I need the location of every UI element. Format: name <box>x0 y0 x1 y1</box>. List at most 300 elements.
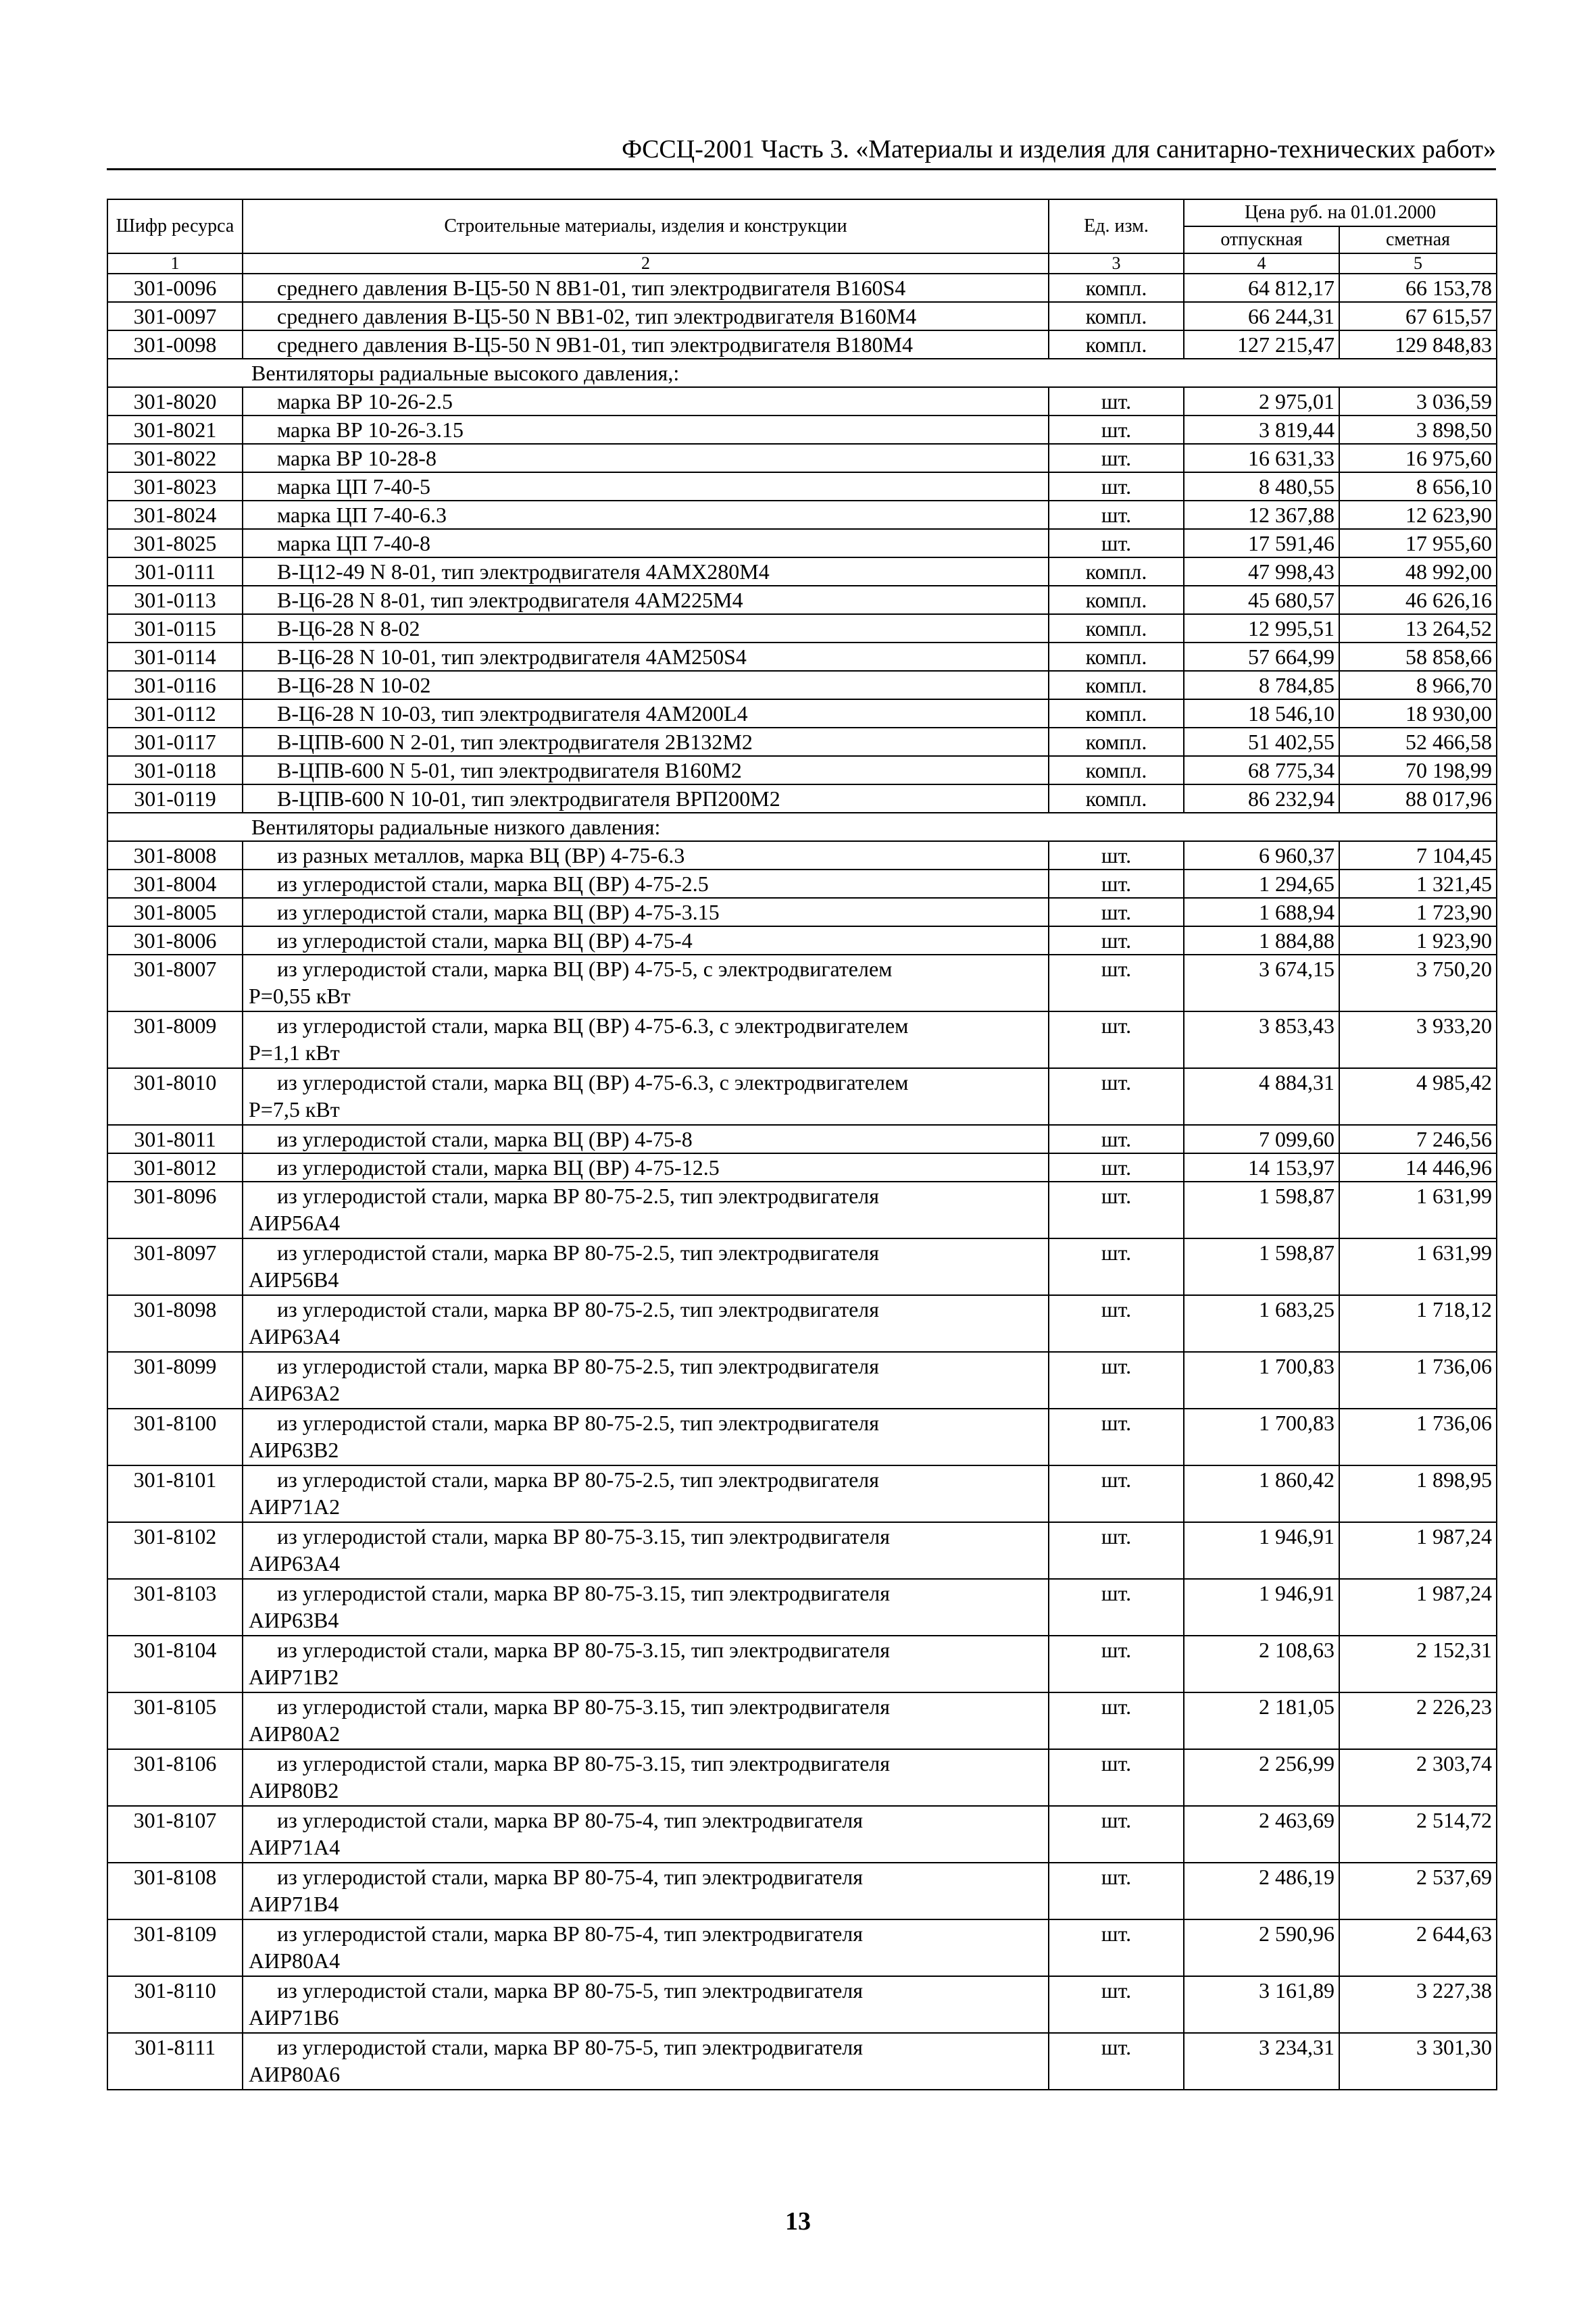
release-price: 1 294,65 <box>1184 870 1339 898</box>
resource-code: 301-0118 <box>107 756 243 784</box>
resource-code: 301-8008 <box>107 841 243 870</box>
material-name <box>243 274 1049 302</box>
unit-of-measure: шт. <box>1049 1352 1184 1409</box>
material-name <box>243 1806 1049 1863</box>
col-header-unit: Ед. изм. <box>1049 199 1184 253</box>
table-row <box>107 1238 1497 1295</box>
material-name <box>243 529 1049 557</box>
unit-of-measure: компл. <box>1049 330 1184 359</box>
release-price: 6 960,37 <box>1184 841 1339 870</box>
material-name-line: В-Ц6-28 N 10-02 <box>277 673 431 697</box>
unit-of-measure: шт. <box>1049 529 1184 557</box>
resource-code: 301-8101 <box>107 1465 243 1522</box>
table-row <box>107 1011 1497 1068</box>
table-row <box>107 1863 1497 1919</box>
unit-of-measure: шт. <box>1049 1011 1184 1068</box>
release-price: 57 664,99 <box>1184 643 1339 671</box>
estimate-price: 16 975,60 <box>1339 444 1497 472</box>
material-name <box>243 614 1049 643</box>
material-name <box>243 586 1049 614</box>
group-row <box>107 813 1497 841</box>
group-row <box>107 359 1497 387</box>
release-price: 3 234,31 <box>1184 2033 1339 2090</box>
estimate-price: 8 656,10 <box>1339 472 1497 501</box>
release-price: 16 631,33 <box>1184 444 1339 472</box>
material-name-continuation: АИР80А4 <box>249 1948 341 1973</box>
unit-of-measure: шт. <box>1049 898 1184 926</box>
resource-code: 301-8097 <box>107 1238 243 1295</box>
estimate-price: 66 153,78 <box>1339 274 1497 302</box>
unit-of-measure: компл. <box>1049 614 1184 643</box>
resource-code: 301-8096 <box>107 1182 243 1238</box>
unit-of-measure: компл. <box>1049 728 1184 756</box>
unit-of-measure: шт. <box>1049 501 1184 529</box>
release-price: 45 680,57 <box>1184 586 1339 614</box>
estimate-price: 2 514,72 <box>1339 1806 1497 1863</box>
resource-code: 301-8006 <box>107 926 243 955</box>
unit-of-measure: шт. <box>1049 1465 1184 1522</box>
material-name-line: из углеродистой стали, марка ВР 80-75-4, тип электродвигателя <box>277 1808 863 1832</box>
material-name <box>243 1465 1049 1522</box>
estimate-price: 1 631,99 <box>1339 1238 1497 1295</box>
unit-of-measure: компл. <box>1049 699 1184 728</box>
table-row <box>107 699 1497 728</box>
resource-code: 301-8107 <box>107 1806 243 1863</box>
resource-code: 301-8099 <box>107 1352 243 1409</box>
material-name-line: из углеродистой стали, марка ВР 80-75-3.15, тип электродвигателя <box>277 1751 890 1776</box>
release-price: 3 819,44 <box>1184 416 1339 444</box>
col-header-price: Цена руб. на 01.01.2000 <box>1184 199 1497 226</box>
material-name <box>243 926 1049 955</box>
release-price: 2 181,05 <box>1184 1692 1339 1749</box>
estimate-price: 12 623,90 <box>1339 501 1497 529</box>
material-name <box>243 416 1049 444</box>
table-row <box>107 557 1497 586</box>
resource-code: 301-8100 <box>107 1409 243 1465</box>
estimate-price: 7 104,45 <box>1339 841 1497 870</box>
material-name <box>243 1182 1049 1238</box>
table-row <box>107 1182 1497 1238</box>
resource-code: 301-0097 <box>107 302 243 330</box>
material-name-line: из углеродистой стали, марка ВР 80-75-2.5, тип электродвигателя <box>277 1411 879 1435</box>
material-name-line: марка ЦП 7-40-5 <box>277 474 431 499</box>
material-name-continuation: АИР71В2 <box>249 1665 339 1689</box>
release-price: 18 546,10 <box>1184 699 1339 728</box>
release-price: 1 598,87 <box>1184 1182 1339 1238</box>
table-row <box>107 841 1497 870</box>
table-row <box>107 926 1497 955</box>
resource-code: 301-8105 <box>107 1692 243 1749</box>
resource-code: 301-8023 <box>107 472 243 501</box>
estimate-price: 129 848,83 <box>1339 330 1497 359</box>
col-header-estimate: сметная <box>1339 226 1497 253</box>
estimate-price: 7 246,56 <box>1339 1125 1497 1153</box>
release-price: 1 598,87 <box>1184 1238 1339 1295</box>
material-name-line: В-Ц6-28 N 10-03, тип электродвигателя 4АМ200L4 <box>277 701 748 726</box>
table-row <box>107 586 1497 614</box>
unit-of-measure: шт. <box>1049 444 1184 472</box>
unit-of-measure: шт. <box>1049 1522 1184 1579</box>
estimate-price: 1 987,24 <box>1339 1579 1497 1636</box>
estimate-price: 1 321,45 <box>1339 870 1497 898</box>
unit-of-measure: шт. <box>1049 955 1184 1011</box>
resource-code: 301-8110 <box>107 1976 243 2033</box>
material-name-line: из углеродистой стали, марка ВЦ (ВР) 4-75-6.3, с электродвигателем <box>277 1070 909 1095</box>
resource-code: 301-8108 <box>107 1863 243 1919</box>
estimate-price: 58 858,66 <box>1339 643 1497 671</box>
resource-code: 301-0116 <box>107 671 243 699</box>
material-name <box>243 444 1049 472</box>
page-header: ФССЦ-2001 Часть 3. «Материалы и изделия для санитарно-технических работ» <box>622 135 1496 164</box>
material-name-continuation: АИР71А2 <box>249 1494 341 1519</box>
release-price: 2 108,63 <box>1184 1636 1339 1692</box>
release-price: 1 688,94 <box>1184 898 1339 926</box>
resource-code: 301-8102 <box>107 1522 243 1579</box>
release-price: 66 244,31 <box>1184 302 1339 330</box>
table-body <box>107 274 1497 2090</box>
material-name <box>243 1153 1049 1182</box>
material-name-continuation: АИР56В4 <box>249 1267 339 1292</box>
table-row <box>107 1295 1497 1352</box>
material-name <box>243 1125 1049 1153</box>
material-name <box>243 1636 1049 1692</box>
material-name <box>243 699 1049 728</box>
estimate-price: 14 446,96 <box>1339 1153 1497 1182</box>
release-price: 8 784,85 <box>1184 671 1339 699</box>
material-name-line: из углеродистой стали, марка ВР 80-75-2.5, тип электродвигателя <box>277 1297 879 1322</box>
estimate-price: 13 264,52 <box>1339 614 1497 643</box>
release-price: 14 153,97 <box>1184 1153 1339 1182</box>
material-name <box>243 557 1049 586</box>
unit-of-measure: компл. <box>1049 643 1184 671</box>
material-name-line: марка ЦП 7-40-8 <box>277 531 431 555</box>
material-name-line: В-ЦПВ-600 N 5-01, тип электродвигателя В160М2 <box>277 758 742 782</box>
table-row <box>107 784 1497 813</box>
estimate-price: 2 303,74 <box>1339 1749 1497 1806</box>
table-row <box>107 501 1497 529</box>
table-row <box>107 728 1497 756</box>
unit-of-measure: шт. <box>1049 841 1184 870</box>
material-name-line: из углеродистой стали, марка ВР 80-75-2.5, тип электродвигателя <box>277 1184 879 1208</box>
resource-code: 301-8012 <box>107 1153 243 1182</box>
material-name-line: из углеродистой стали, марка ВР 80-75-4, тип электродвигателя <box>277 1921 863 1946</box>
material-name-continuation: АИР63А2 <box>249 1381 341 1405</box>
table-row <box>107 671 1497 699</box>
material-name <box>243 898 1049 926</box>
table-row <box>107 1749 1497 1806</box>
unit-of-measure: компл. <box>1049 784 1184 813</box>
unit-of-measure: шт. <box>1049 1806 1184 1863</box>
resource-code: 301-8011 <box>107 1125 243 1153</box>
unit-of-measure: компл. <box>1049 302 1184 330</box>
material-name-line: среднего давления В-Ц5-50 N 8В1-01, тип электродвигателя В160S4 <box>277 276 906 300</box>
unit-of-measure: шт. <box>1049 2033 1184 2090</box>
table-row <box>107 1976 1497 2033</box>
price-table <box>107 199 1497 2090</box>
material-name-line: из углеродистой стали, марка ВР 80-75-2.5, тип электродвигателя <box>277 1240 879 1265</box>
material-name <box>243 784 1049 813</box>
estimate-price: 3 036,59 <box>1339 387 1497 416</box>
unit-of-measure: шт. <box>1049 1749 1184 1806</box>
material-name <box>243 387 1049 416</box>
release-price: 1 946,91 <box>1184 1579 1339 1636</box>
unit-of-measure: шт. <box>1049 1153 1184 1182</box>
resource-code: 301-8020 <box>107 387 243 416</box>
material-name <box>243 1238 1049 1295</box>
material-name <box>243 728 1049 756</box>
release-price: 2 256,99 <box>1184 1749 1339 1806</box>
material-name-line: из углеродистой стали, марка ВЦ (ВР) 4-75-8 <box>277 1127 693 1151</box>
material-name <box>243 1919 1049 1976</box>
table-row <box>107 898 1497 926</box>
material-name <box>243 870 1049 898</box>
resource-code: 301-0115 <box>107 614 243 643</box>
col-header-release: отпускная <box>1184 226 1339 253</box>
estimate-price: 1 923,90 <box>1339 926 1497 955</box>
material-name-line: из углеродистой стали, марка ВЦ (ВР) 4-75-5, с электродвигателем <box>277 957 893 981</box>
material-name-line: из углеродистой стали, марка ВЦ (ВР) 4-75-3.15 <box>277 900 720 924</box>
table-row <box>107 1068 1497 1125</box>
table-row <box>107 1352 1497 1409</box>
release-price: 4 884,31 <box>1184 1068 1339 1125</box>
estimate-price: 48 992,00 <box>1339 557 1497 586</box>
table-row <box>107 472 1497 501</box>
material-name <box>243 1976 1049 2033</box>
material-name-line: из углеродистой стали, марка ВР 80-75-4, тип электродвигателя <box>277 1865 863 1889</box>
resource-code: 301-0112 <box>107 699 243 728</box>
table-row <box>107 416 1497 444</box>
material-name <box>243 1863 1049 1919</box>
unit-of-measure: шт. <box>1049 1919 1184 1976</box>
estimate-price: 2 226,23 <box>1339 1692 1497 1749</box>
material-name-line: марка ВР 10-28-8 <box>277 446 437 470</box>
unit-of-measure: шт. <box>1049 1182 1184 1238</box>
material-name <box>243 1295 1049 1352</box>
material-name-continuation: АИР63А4 <box>249 1324 341 1349</box>
estimate-price: 3 227,38 <box>1339 1976 1497 2033</box>
release-price: 12 995,51 <box>1184 614 1339 643</box>
estimate-price: 2 152,31 <box>1339 1636 1497 1692</box>
estimate-price: 18 930,00 <box>1339 699 1497 728</box>
release-price: 1 700,83 <box>1184 1352 1339 1409</box>
col-number: 3 <box>1049 253 1184 274</box>
material-name <box>243 1011 1049 1068</box>
resource-code: 301-0114 <box>107 643 243 671</box>
unit-of-measure: шт. <box>1049 1238 1184 1295</box>
release-price: 1 884,88 <box>1184 926 1339 955</box>
table-row <box>107 955 1497 1011</box>
material-name-continuation: АИР63В2 <box>249 1438 339 1462</box>
table-row <box>107 1522 1497 1579</box>
material-name-continuation: АИР71В6 <box>249 2005 339 2030</box>
estimate-price: 52 466,58 <box>1339 728 1497 756</box>
col-number: 2 <box>243 253 1049 274</box>
table-row <box>107 1919 1497 1976</box>
table-row <box>107 274 1497 302</box>
release-price: 3 674,15 <box>1184 955 1339 1011</box>
table-row <box>107 1806 1497 1863</box>
resource-code: 301-8106 <box>107 1749 243 1806</box>
page-number: 13 <box>785 2207 811 2236</box>
table-row <box>107 1692 1497 1749</box>
col-number: 4 <box>1184 253 1339 274</box>
material-name <box>243 1692 1049 1749</box>
resource-code: 301-8010 <box>107 1068 243 1125</box>
table-row <box>107 1409 1497 1465</box>
table-row <box>107 1579 1497 1636</box>
release-price: 2 463,69 <box>1184 1806 1339 1863</box>
estimate-price: 8 966,70 <box>1339 671 1497 699</box>
material-name-line: из углеродистой стали, марка ВР 80-75-5, тип электродвигателя <box>277 1978 863 2003</box>
estimate-price: 67 615,57 <box>1339 302 1497 330</box>
col-header-code: Шифр ресурса <box>107 199 243 253</box>
resource-code: 301-8025 <box>107 529 243 557</box>
estimate-price: 2 644,63 <box>1339 1919 1497 1976</box>
material-name-continuation: АИР71А4 <box>249 1835 341 1859</box>
release-price: 7 099,60 <box>1184 1125 1339 1153</box>
table-row <box>107 1125 1497 1153</box>
table-row <box>107 614 1497 643</box>
table-row <box>107 756 1497 784</box>
material-name-line: из углеродистой стали, марка ВР 80-75-2.5, тип электродвигателя <box>277 1354 879 1378</box>
material-name-line: из углеродистой стали, марка ВР 80-75-3.15, тип электродвигателя <box>277 1581 890 1605</box>
release-price: 64 812,17 <box>1184 274 1339 302</box>
resource-code: 301-8009 <box>107 1011 243 1068</box>
unit-of-measure: шт. <box>1049 1976 1184 2033</box>
table-row <box>107 2033 1497 2090</box>
material-name <box>243 756 1049 784</box>
material-name-line: В-ЦПВ-600 N 2-01, тип электродвигателя 2В132М2 <box>277 730 753 754</box>
estimate-price: 70 198,99 <box>1339 756 1497 784</box>
material-name-line: В-ЦПВ-600 N 10-01, тип электродвигателя ВРП200М2 <box>277 786 780 811</box>
release-price: 1 946,91 <box>1184 1522 1339 1579</box>
estimate-price: 1 723,90 <box>1339 898 1497 926</box>
estimate-price: 88 017,96 <box>1339 784 1497 813</box>
release-price: 1 860,42 <box>1184 1465 1339 1522</box>
unit-of-measure: шт. <box>1049 1579 1184 1636</box>
material-name <box>243 1522 1049 1579</box>
resource-code: 301-0111 <box>107 557 243 586</box>
material-name-line: из углеродистой стали, марка ВЦ (ВР) 4-75-2.5 <box>277 872 709 896</box>
material-name <box>243 1749 1049 1806</box>
estimate-price: 4 985,42 <box>1339 1068 1497 1125</box>
header-rule <box>107 168 1496 170</box>
material-name-continuation: АИР80А2 <box>249 1721 341 1746</box>
unit-of-measure: компл. <box>1049 557 1184 586</box>
table-row <box>107 387 1497 416</box>
col-number: 5 <box>1339 253 1497 274</box>
group-heading: Вентиляторы радиальные высокого давления,: <box>107 359 1497 387</box>
material-name-line: из углеродистой стали, марка ВР 80-75-2.5, тип электродвигателя <box>277 1467 879 1492</box>
estimate-price: 17 955,60 <box>1339 529 1497 557</box>
table-row <box>107 643 1497 671</box>
table-row <box>107 1636 1497 1692</box>
estimate-price: 1 736,06 <box>1339 1352 1497 1409</box>
table-row <box>107 529 1497 557</box>
material-name-continuation: АИР63В4 <box>249 1608 339 1632</box>
table-row <box>107 444 1497 472</box>
table-row <box>107 330 1497 359</box>
unit-of-measure: компл. <box>1049 671 1184 699</box>
col-number: 1 <box>107 253 243 274</box>
material-name-line: из углеродистой стали, марка ВЦ (ВР) 4-75-12.5 <box>277 1155 720 1180</box>
material-name <box>243 643 1049 671</box>
estimate-price: 1 987,24 <box>1339 1522 1497 1579</box>
resource-code: 301-0098 <box>107 330 243 359</box>
table-row <box>107 1465 1497 1522</box>
resource-code: 301-8111 <box>107 2033 243 2090</box>
material-name-continuation: Р=7,5 кВт <box>249 1097 340 1122</box>
material-name <box>243 841 1049 870</box>
release-price: 51 402,55 <box>1184 728 1339 756</box>
release-price: 2 486,19 <box>1184 1863 1339 1919</box>
resource-code: 301-8021 <box>107 416 243 444</box>
release-price: 1 700,83 <box>1184 1409 1339 1465</box>
material-name-continuation: АИР80А6 <box>249 2062 341 2086</box>
estimate-price: 1 898,95 <box>1339 1465 1497 1522</box>
material-name-line: В-Ц6-28 N 8-01, тип электродвигателя 4АМ225М4 <box>277 588 743 612</box>
release-price: 3 853,43 <box>1184 1011 1339 1068</box>
estimate-price: 1 718,12 <box>1339 1295 1497 1352</box>
unit-of-measure: шт. <box>1049 1068 1184 1125</box>
material-name <box>243 1579 1049 1636</box>
resource-code: 301-8022 <box>107 444 243 472</box>
material-name-line: марка ЦП 7-40-6.3 <box>277 503 447 527</box>
estimate-price: 3 933,20 <box>1339 1011 1497 1068</box>
material-name-line: из углеродистой стали, марка ВР 80-75-3.15, тип электродвигателя <box>277 1524 890 1549</box>
unit-of-measure: шт. <box>1049 1125 1184 1153</box>
material-name-continuation: АИР63А4 <box>249 1551 341 1576</box>
material-name <box>243 501 1049 529</box>
group-heading: Вентиляторы радиальные низкого давления: <box>107 813 1497 841</box>
unit-of-measure: компл. <box>1049 586 1184 614</box>
resource-code: 301-8007 <box>107 955 243 1011</box>
resource-code: 301-0113 <box>107 586 243 614</box>
unit-of-measure: шт. <box>1049 926 1184 955</box>
estimate-price: 3 301,30 <box>1339 2033 1497 2090</box>
material-name-line: из углеродистой стали, марка ВР 80-75-3.15, тип электродвигателя <box>277 1694 890 1719</box>
material-name <box>243 671 1049 699</box>
release-price: 3 161,89 <box>1184 1976 1339 2033</box>
estimate-price: 1 631,99 <box>1339 1182 1497 1238</box>
material-name <box>243 330 1049 359</box>
release-price: 12 367,88 <box>1184 501 1339 529</box>
unit-of-measure: шт. <box>1049 1692 1184 1749</box>
material-name <box>243 1068 1049 1125</box>
unit-of-measure: шт. <box>1049 1636 1184 1692</box>
material-name-line: марка ВР 10-26-2.5 <box>277 389 453 413</box>
material-name-continuation: Р=0,55 кВт <box>249 984 351 1008</box>
estimate-price: 46 626,16 <box>1339 586 1497 614</box>
material-name-continuation: АИР80В2 <box>249 1778 339 1803</box>
estimate-price: 1 736,06 <box>1339 1409 1497 1465</box>
material-name-line: В-Ц6-28 N 10-01, тип электродвигателя 4АМ250S4 <box>277 645 747 669</box>
resource-code: 301-8004 <box>107 870 243 898</box>
resource-code: 301-8005 <box>107 898 243 926</box>
table-row <box>107 302 1497 330</box>
resource-code: 301-0119 <box>107 784 243 813</box>
estimate-price: 3 898,50 <box>1339 416 1497 444</box>
material-name <box>243 1409 1049 1465</box>
material-name <box>243 302 1049 330</box>
estimate-price: 2 537,69 <box>1339 1863 1497 1919</box>
resource-code: 301-8098 <box>107 1295 243 1352</box>
material-name-line: из углеродистой стали, марка ВЦ (ВР) 4-75-4 <box>277 928 693 953</box>
resource-code: 301-8024 <box>107 501 243 529</box>
release-price: 86 232,94 <box>1184 784 1339 813</box>
unit-of-measure: шт. <box>1049 416 1184 444</box>
unit-of-measure: шт. <box>1049 1863 1184 1919</box>
